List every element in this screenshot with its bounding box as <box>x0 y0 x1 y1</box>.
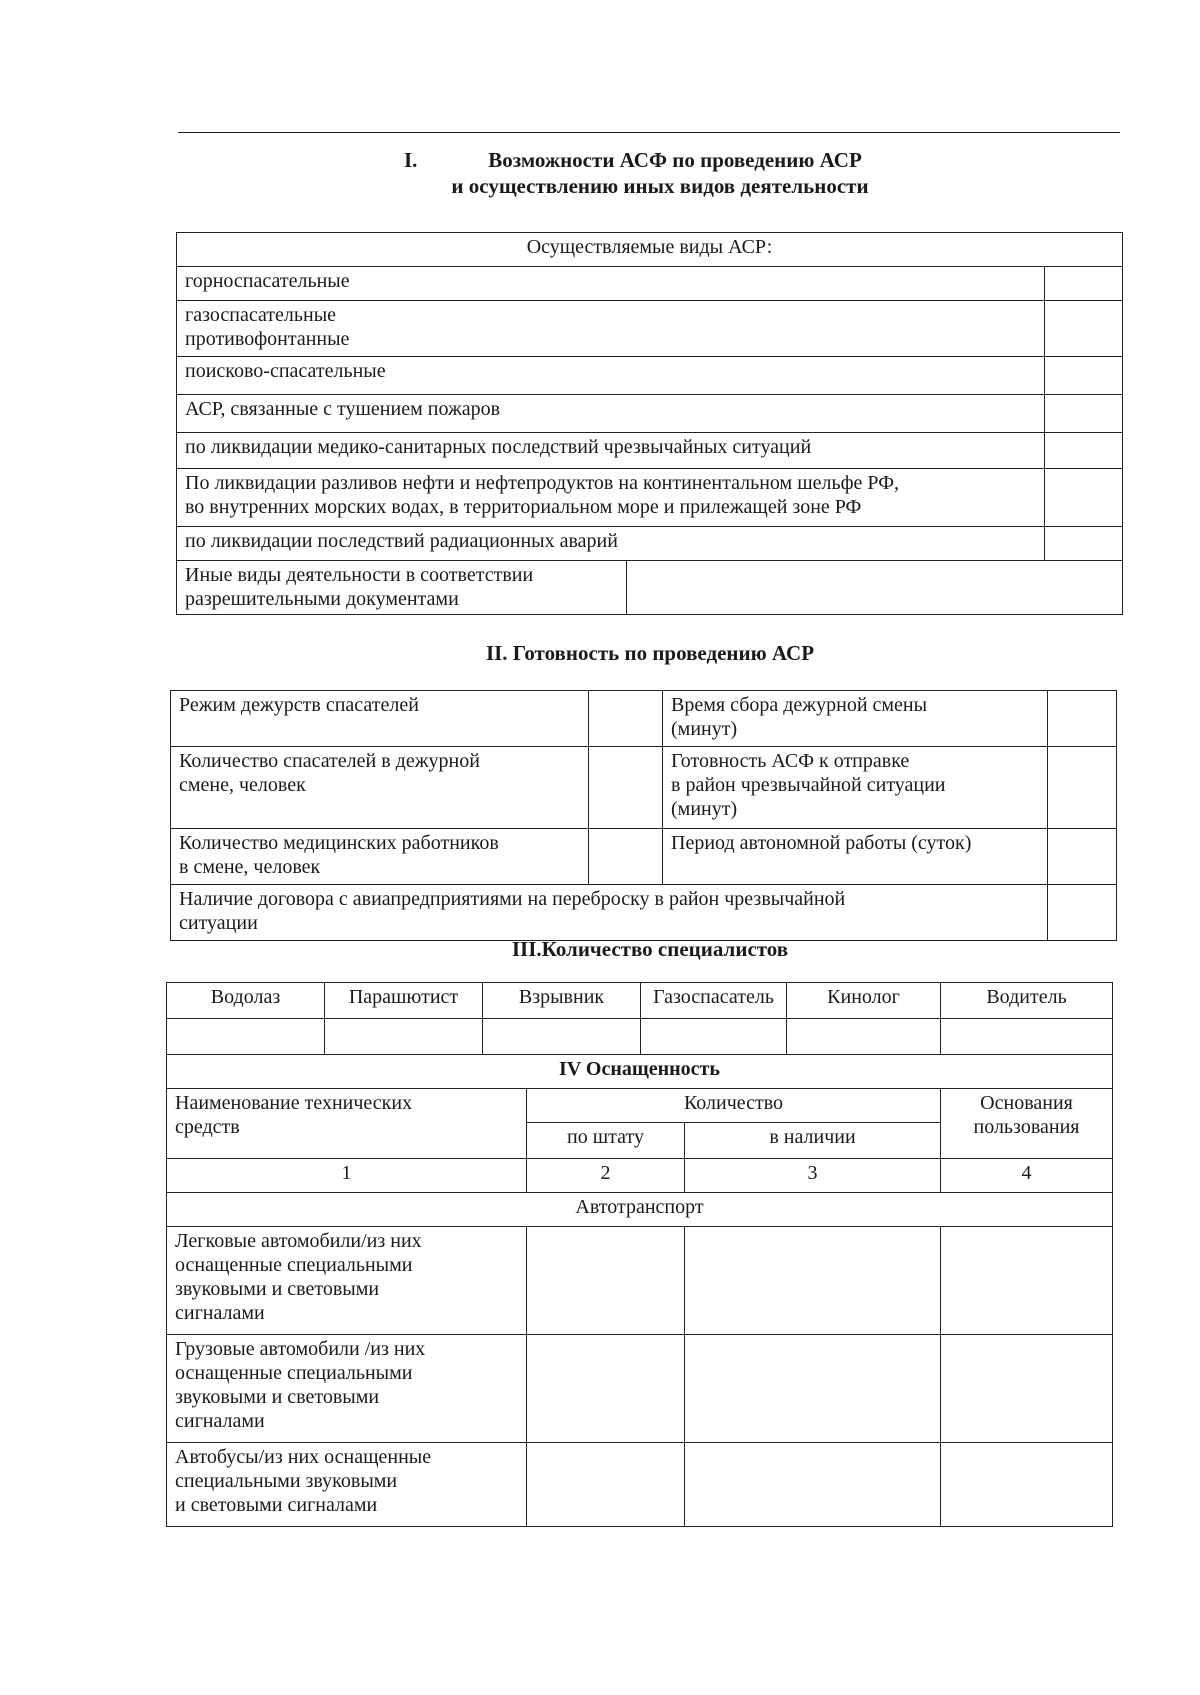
collect-time-value <box>1048 691 1117 747</box>
asr-row-mining-value <box>1045 267 1123 301</box>
asr-row-search-value <box>1045 357 1123 395</box>
section2-title: II. Готовность по проведению АСР <box>485 641 815 665</box>
section1-title-line2: и осуществлению иных видов деятельности <box>451 174 869 198</box>
asr-row-mining: горноспасательные <box>177 267 1045 301</box>
specialist-col-driver: Водитель <box>941 983 1113 1019</box>
item-trucks: Грузовые автомобили /из них оснащенные специальными звуковыми и световыми сигналами <box>167 1335 527 1443</box>
medics-value <box>589 829 663 885</box>
specialist-col-dog-handler: Кинолог <box>787 983 941 1019</box>
item-buses-available <box>685 1443 941 1527</box>
available-header: в наличии <box>685 1123 941 1159</box>
item-cars-available <box>685 1227 941 1335</box>
asr-row-search: поисково-спасательные <box>177 357 1045 395</box>
section1-number: I. <box>404 148 418 172</box>
specialist-count-parachutist <box>325 1019 483 1055</box>
by-staff-header: по штату <box>527 1123 685 1159</box>
col-number-2: 2 <box>527 1159 685 1193</box>
asr-row-oil-value <box>1045 469 1123 527</box>
contract-label: Наличие договора с авиапредприятиями на переброску в район чрезвычайной ситуации <box>171 885 1048 941</box>
autonomy-label: Период автономной работы (суток) <box>663 829 1048 885</box>
section2-table <box>170 690 1117 941</box>
col-number-3: 3 <box>685 1159 941 1193</box>
item-trucks-available <box>685 1335 941 1443</box>
specialist-count-driver <box>941 1019 1113 1055</box>
specialist-count-dog-handler <box>787 1019 941 1055</box>
item-trucks-by-staff <box>527 1335 685 1443</box>
basis-header: Основания пользования <box>941 1089 1113 1159</box>
autonomy-value <box>1048 829 1117 885</box>
item-buses: Автобусы/из них оснащенные специальными звуковыми и световыми сигналами <box>167 1443 527 1527</box>
specialist-count-blaster <box>483 1019 641 1055</box>
item-cars-by-staff <box>527 1227 685 1335</box>
equipment-name-header: Наименование технических средств <box>167 1089 527 1159</box>
specialist-col-gas-rescuer: Газоспасатель <box>641 983 787 1019</box>
col-number-4: 4 <box>941 1159 1113 1193</box>
specialist-col-diver: Водолаз <box>167 983 325 1019</box>
asr-row-fire-value <box>1045 395 1123 433</box>
item-trucks-basis <box>941 1335 1113 1443</box>
top-rule <box>178 132 1120 133</box>
rescuers-label: Количество спасателей в дежурной смене, человек <box>171 747 589 829</box>
duty-mode-value <box>589 691 663 747</box>
specialist-col-blaster: Взрывник <box>483 983 641 1019</box>
rescuers-value <box>589 747 663 829</box>
item-buses-by-staff <box>527 1443 685 1527</box>
readiness-label: Готовность АСФ к отправке в район чрезвычайной ситуации (минут) <box>663 747 1048 829</box>
medics-label: Количество медицинских работников в смене, человек <box>171 829 589 885</box>
asr-row-other-value <box>627 561 1123 615</box>
asr-row-radiation-value <box>1045 527 1123 561</box>
readiness-value <box>1048 747 1117 829</box>
asr-row-gas: газоспасательные противофонтанные <box>177 301 1045 357</box>
item-cars: Легковые автомобили/из них оснащенные специальными звуковыми и световыми сигналами <box>167 1227 527 1335</box>
equipment-table <box>166 982 1113 1527</box>
asr-row-radiation: по ликвидации последствий радиационных аварий <box>177 527 1045 561</box>
asr-row-medical-value <box>1045 433 1123 469</box>
group-header-vehicles: Автотранспорт <box>167 1193 1113 1227</box>
asr-row-gas-value <box>1045 301 1123 357</box>
item-cars-basis <box>941 1227 1113 1335</box>
collect-time-label: Время сбора дежурной смены (минут) <box>663 691 1048 747</box>
duty-mode-label: Режим дежурств спасателей <box>171 691 589 747</box>
asr-row-oil: По ликвидации разливов нефти и нефтепродуктов на континентальном шельфе РФ, во внутренних морских водах, в территориальном море и прилежащей зоне РФ <box>177 469 1045 527</box>
asr-row-medical: по ликвидации медико-санитарных последствий чрезвычайных ситуаций <box>177 433 1045 469</box>
section1-title-line1: Возможности АСФ по проведению АСР <box>488 148 862 172</box>
specialist-col-parachutist: Парашютист <box>325 983 483 1019</box>
asr-row-other: Иные виды деятельности в соответствии разрешительными документами <box>177 561 627 615</box>
col-number-1: 1 <box>167 1159 527 1193</box>
section1-title <box>404 147 910 199</box>
section4-title: IV Оснащенность <box>167 1055 1113 1089</box>
specialist-count-gas-rescuer <box>641 1019 787 1055</box>
item-buses-basis <box>941 1443 1113 1527</box>
quantity-header: Количество <box>527 1089 941 1123</box>
asr-row-fire: АСР, связанные с тушением пожаров <box>177 395 1045 433</box>
asr-types-header: Осуществляемые виды АСР: <box>177 233 1123 267</box>
section3-title: III.Количество специалистов <box>511 937 789 961</box>
contract-value <box>1048 885 1117 941</box>
specialist-count-diver <box>167 1019 325 1055</box>
section1-table <box>176 232 1123 615</box>
